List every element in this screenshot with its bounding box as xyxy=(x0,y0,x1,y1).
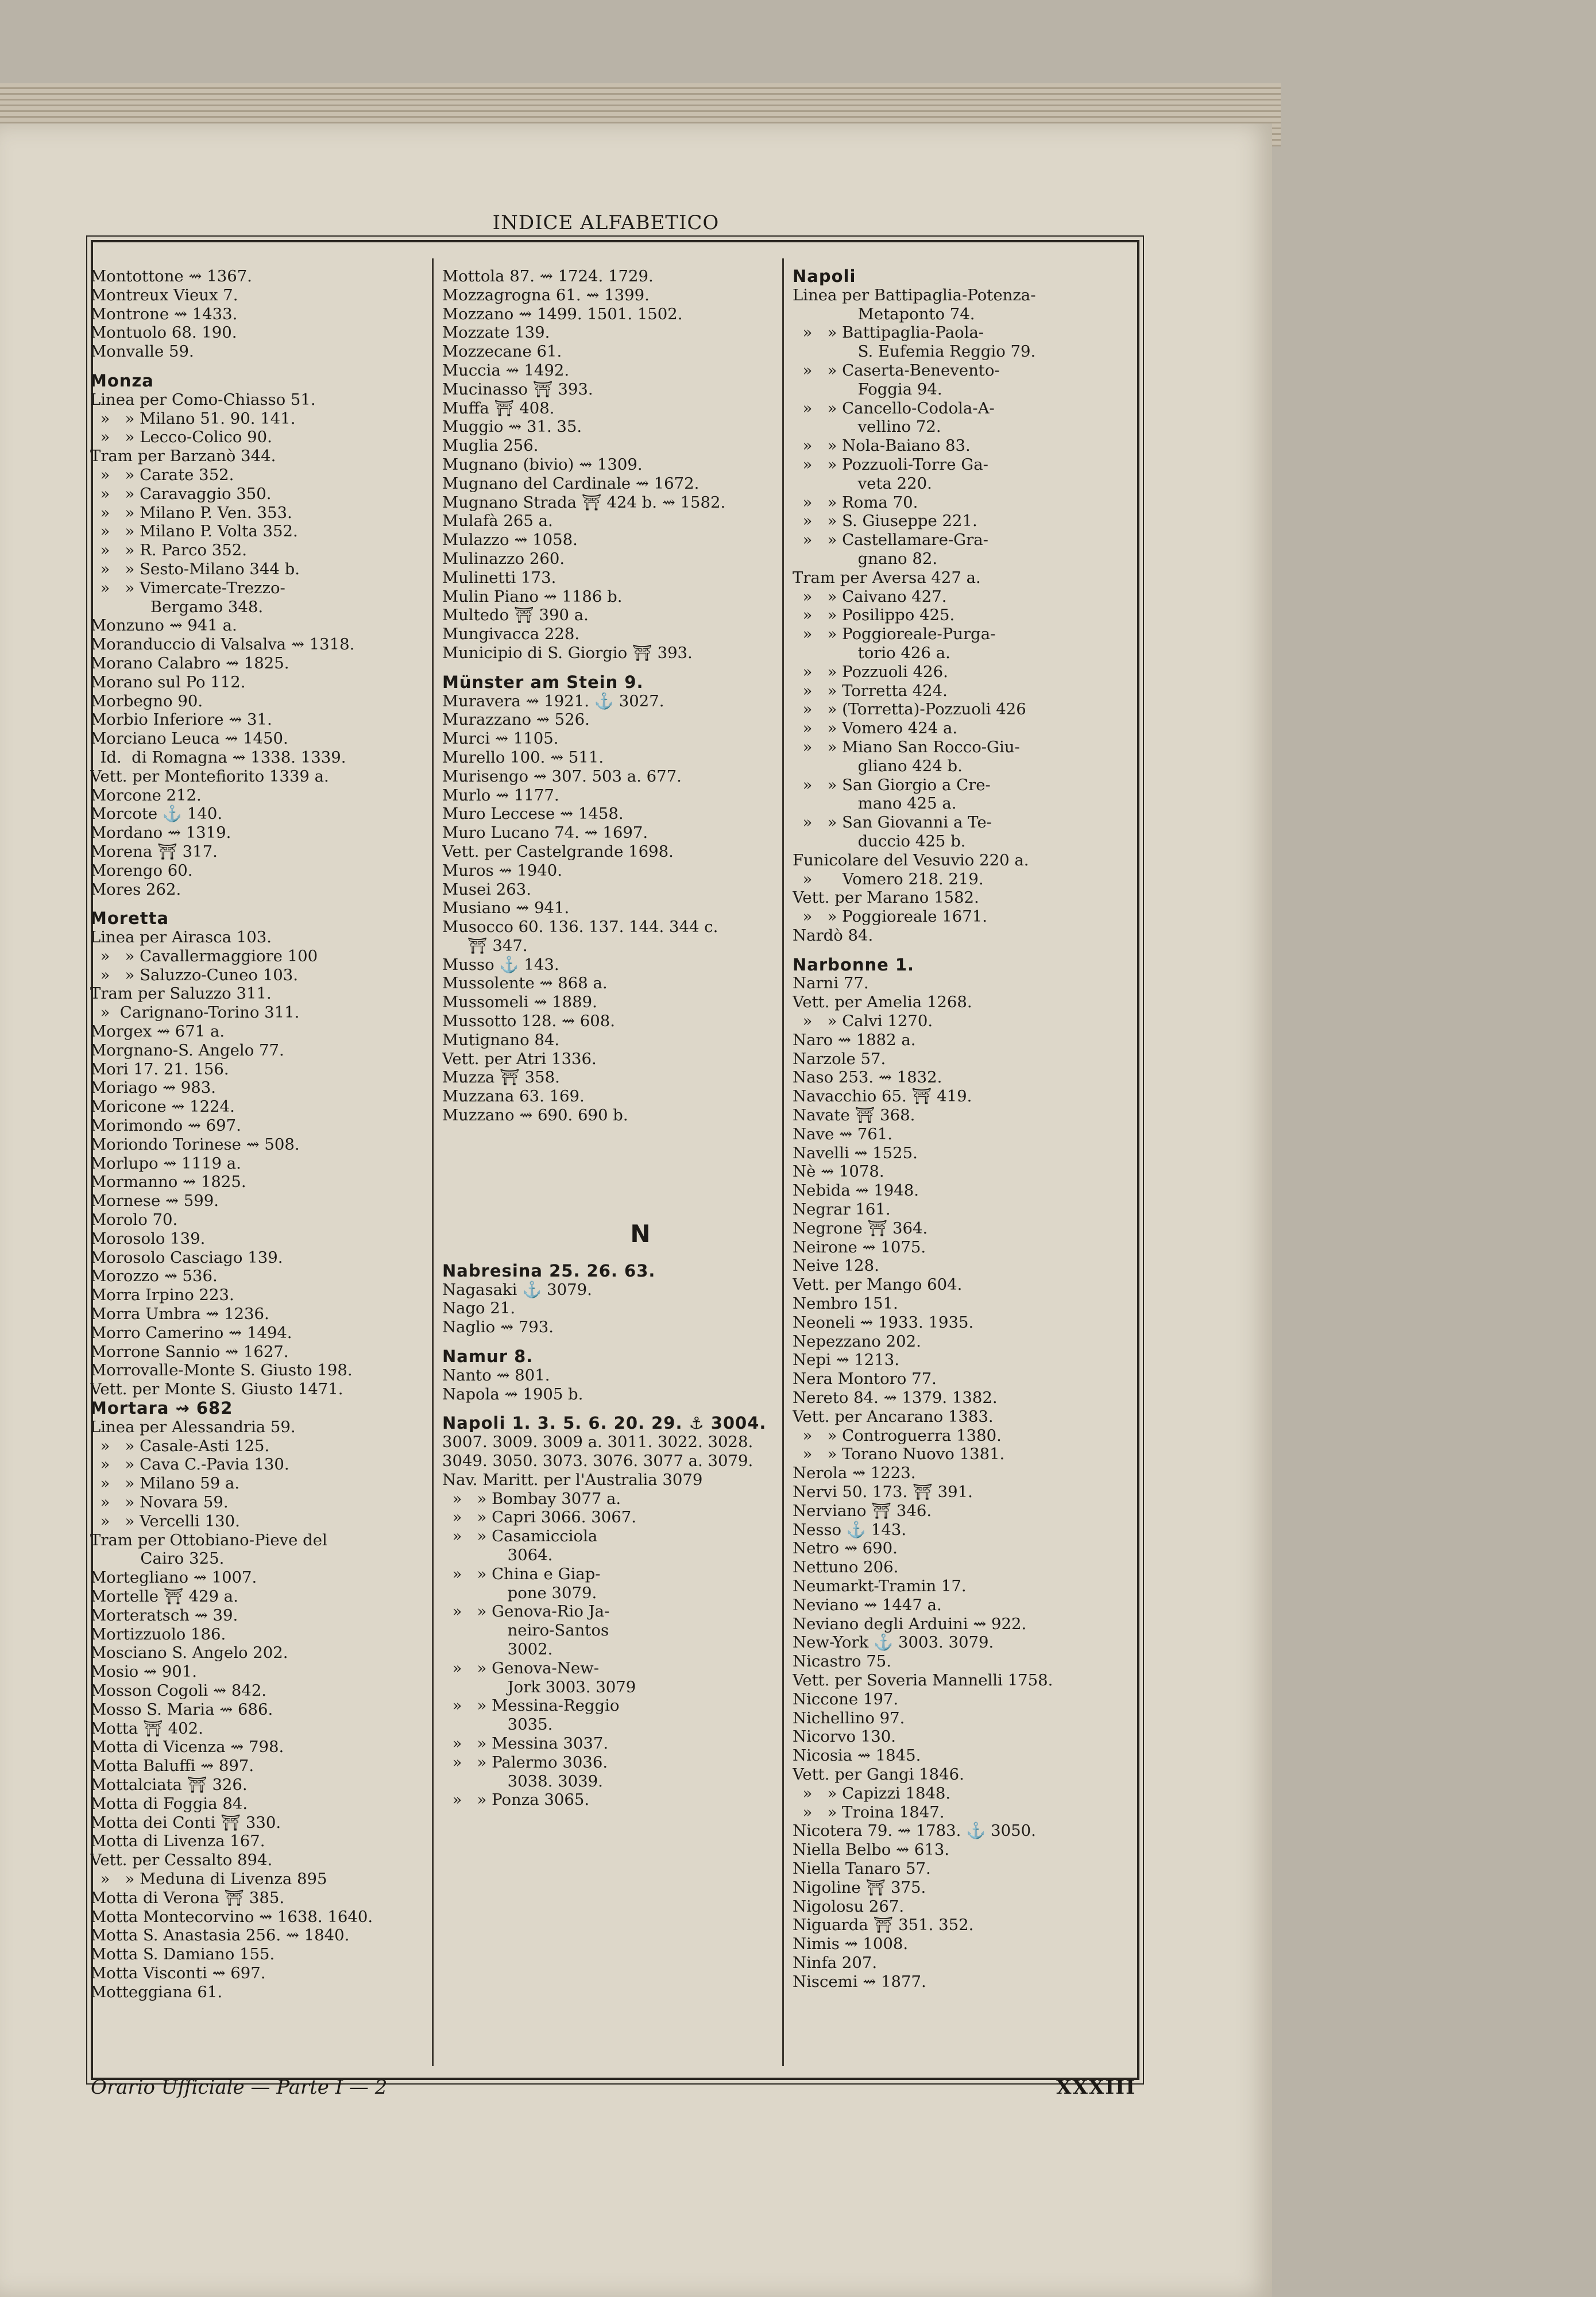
index-entry: » » (Torretta)-Pozzuoli 426 xyxy=(793,700,1026,719)
index-entry: » » Poggioreale-Purga- xyxy=(793,625,996,644)
index-entry xyxy=(442,1337,775,1347)
index-entry: Neumarkt-Tramin 17. xyxy=(793,1576,967,1595)
index-entry: Nepi ⇝ 1213. xyxy=(793,1351,899,1370)
index-entry: Muravera ⇝ 1921. ⚓ 3027. xyxy=(442,691,664,710)
index-entry: » » Caivano 427. xyxy=(793,587,947,606)
index-entry: ⛩ 347. xyxy=(442,936,528,955)
index-entry: Nigolosu 267. xyxy=(793,1897,905,1916)
index-entry: » » Milano 59 a. xyxy=(90,1474,240,1493)
index-entry: Nicosia ⇝ 1845. xyxy=(793,1746,921,1765)
index-entry xyxy=(90,899,422,909)
index-entry: Neviano ⇝ 1447 a. xyxy=(793,1595,942,1614)
index-entry: Narni 77. xyxy=(793,974,869,993)
index-entry: Motteggiana 61. xyxy=(90,1982,223,2001)
index-entry: Morcote ⚓ 140. xyxy=(90,805,223,823)
index-entry: pone 3079. xyxy=(442,1583,597,1602)
index-entry: Monzuno ⇝ 941 a. xyxy=(90,616,237,635)
index-entry: Nav. Maritt. per l'Australia 3079 xyxy=(442,1470,703,1489)
index-entry: Mori 17. 21. 156. xyxy=(90,1059,229,1078)
index-entry: Nera Montoro 77. xyxy=(793,1370,937,1389)
index-entry: Mortegliano ⇝ 1007. xyxy=(90,1568,257,1587)
index-entry: » » Genova-New- xyxy=(442,1658,599,1677)
index-entry: gnano 82. xyxy=(793,549,938,568)
index-entry: Mottola 87. ⇝ 1724. 1729. xyxy=(442,267,654,285)
index-entry: Bergamo 348. xyxy=(90,597,264,616)
index-entry: Moriondo Torinese ⇝ 508. xyxy=(90,1135,300,1154)
index-entry: Nanto ⇝ 801. xyxy=(442,1366,550,1385)
index-entry: » » Casale-Asti 125. xyxy=(90,1436,270,1455)
index-entry: Nicotera 79. ⇝ 1783. ⚓ 3050. xyxy=(793,1822,1036,1840)
index-entry: » » Roma 70. xyxy=(793,493,918,512)
index-entry: » » Vercelli 130. xyxy=(90,1511,240,1530)
index-entry: Mormanno ⇝ 1825. xyxy=(90,1173,246,1192)
index-entry: » » Milano P. Ven. 353. xyxy=(90,503,292,522)
index-entry: » Carignano-Torino 311. xyxy=(90,1003,300,1022)
index-entry: » » Bombay 3077 a. xyxy=(442,1489,621,1508)
index-entry: Murisengo ⇝ 307. 503 a. 677. xyxy=(442,767,682,786)
index-entry: » » Troina 1847. xyxy=(793,1803,945,1822)
index-entry: Monvalle 59. xyxy=(90,342,194,361)
index-entry: Mulinetti 173. xyxy=(442,568,557,587)
index-entry: » » Messina 3037. xyxy=(442,1734,609,1753)
index-entry: Mussomeli ⇝ 1889. xyxy=(442,993,597,1012)
index-entry: Municipio di S. Giorgio ⛩ 393. xyxy=(442,643,693,662)
index-entry: 3035. xyxy=(442,1715,553,1734)
index-entry: Naro ⇝ 1882 a. xyxy=(793,1030,916,1049)
index-entry: Multedo ⛩ 390 a. xyxy=(442,606,589,625)
index-entry: Mozzate 139. xyxy=(442,323,550,342)
index-entry: Nesso ⚓ 143. xyxy=(793,1520,907,1539)
index-entry: Morolo 70. xyxy=(90,1211,178,1229)
index-entry: neiro-Santos xyxy=(442,1621,609,1640)
index-entry: Nimis ⇝ 1008. xyxy=(793,1935,909,1954)
column-divider-2 xyxy=(782,258,784,2066)
index-entry: Moranduccio di Valsalva ⇝ 1318. xyxy=(90,635,355,654)
index-entry: » Vomero 218. 219. xyxy=(793,869,984,888)
index-entry: Napoli xyxy=(793,267,856,286)
index-entry: Nichellino 97. xyxy=(793,1708,905,1727)
index-entry: Musocco 60. 136. 137. 144. 344 c. xyxy=(442,918,718,937)
index-entry: Navacchio 65. ⛩ 419. xyxy=(793,1087,972,1106)
index-entry: Linea per Alessandria 59. xyxy=(90,1417,296,1436)
index-entry: Mozzecane 61. xyxy=(442,342,562,361)
index-entry: Neive 128. xyxy=(793,1256,879,1275)
index-entry: Muros ⇝ 1940. xyxy=(442,861,562,880)
index-entry: Vett. per Castelgrande 1698. xyxy=(442,842,674,861)
index-entry: Cairo 325. xyxy=(90,1549,225,1568)
index-entry: Nebida ⇝ 1948. xyxy=(793,1181,919,1200)
index-entry: Nerola ⇝ 1223. xyxy=(793,1464,916,1483)
index-entry: Motta Baluffi ⇝ 897. xyxy=(90,1757,254,1776)
index-entry: duccio 425 b. xyxy=(793,832,966,850)
index-entry: Morro Camerino ⇝ 1494. xyxy=(90,1323,292,1342)
index-entry: Mutignano 84. xyxy=(442,1030,560,1049)
index-entry: Muzzano ⇝ 690. 690 b. xyxy=(442,1106,628,1125)
index-entry: » » Poggioreale 1671. xyxy=(793,907,987,926)
index-entry: Morano Calabro ⇝ 1825. xyxy=(90,653,289,672)
index-entry: Narbonne 1. xyxy=(793,954,915,975)
index-entry: 3007. 3009. 3009 a. 3011. 3022. 3028. xyxy=(442,1433,753,1452)
index-entry: S. Eufemia Reggio 79. xyxy=(793,342,1036,361)
index-entry: Nervi 50. 173. ⛩ 391. xyxy=(793,1483,973,1501)
index-entry: Motta ⛩ 402. xyxy=(90,1719,203,1738)
index-entry: Linea per Como-Chiasso 51. xyxy=(90,390,316,409)
index-entry: » » R. Parco 352. xyxy=(90,541,248,560)
index-entry: Nè ⇝ 1078. xyxy=(793,1162,884,1181)
index-entry: Mornese ⇝ 599. xyxy=(90,1192,219,1211)
index-entry: Mores 262. xyxy=(90,880,181,899)
index-entry: Motta di Livenza 167. xyxy=(90,1832,265,1851)
index-entry: Nicastro 75. xyxy=(793,1652,891,1671)
index-entry: Mulazzo ⇝ 1058. xyxy=(442,531,578,550)
index-entry: Tram per Barzanò 344. xyxy=(90,447,276,466)
index-entry: Neirone ⇝ 1075. xyxy=(793,1238,926,1256)
index-entry: 3064. xyxy=(442,1546,553,1565)
index-column-1 xyxy=(90,267,422,2002)
index-entry: » » San Giorgio a Cre- xyxy=(793,775,991,794)
index-entry: Vett. per Gangi 1846. xyxy=(793,1765,964,1784)
index-entry: Morra Irpino 223. xyxy=(90,1286,234,1305)
index-entry: Vett. per Marano 1582. xyxy=(793,888,979,907)
index-entry: Vett. per Soveria Mannelli 1758. xyxy=(793,1670,1053,1689)
index-entry: Mussotto 128. ⇝ 608. xyxy=(442,1012,616,1031)
index-entry: Niella Tanaro 57. xyxy=(793,1859,931,1878)
index-entry: Morrone Sannio ⇝ 1627. xyxy=(90,1342,289,1361)
index-entry: » » Milano 51. 90. 141. xyxy=(90,409,296,428)
index-entry: Morgnano-S. Angelo 77. xyxy=(90,1041,284,1059)
footer-page-number: XXXIII xyxy=(1056,2076,1136,2099)
index-entry: Murello 100. ⇝ 511. xyxy=(442,748,604,767)
index-entry: » » Calvi 1270. xyxy=(793,1012,933,1031)
index-entry: » » Carate 352. xyxy=(90,465,234,484)
index-entry: Naglio ⇝ 793. xyxy=(442,1318,554,1337)
index-entry: Moretta xyxy=(90,908,169,929)
index-entry xyxy=(90,361,422,372)
index-entry: Musso ⚓ 143. xyxy=(442,955,559,974)
index-entry: » » Caserta-Benevento- xyxy=(793,361,1000,380)
index-entry: Motta di Vicenza ⇝ 798. xyxy=(90,1738,284,1757)
index-entry: Metaponto 74. xyxy=(793,304,975,323)
index-entry: Morgex ⇝ 671 a. xyxy=(90,1022,225,1041)
index-entry: Morrovalle-Monte S. Giusto 198. xyxy=(90,1361,353,1380)
index-entry: Namur 8. xyxy=(442,1347,534,1367)
index-entry xyxy=(793,945,1131,956)
index-entry: Muro Lucano 74. ⇝ 1697. xyxy=(442,823,648,842)
index-entry: 3049. 3050. 3073. 3076. 3077 a. 3079. xyxy=(442,1452,753,1471)
index-entry: Motta S. Damiano 155. xyxy=(90,1945,275,1964)
index-entry: Muccia ⇝ 1492. xyxy=(442,361,570,380)
index-entry: Morbegno 90. xyxy=(90,691,203,710)
index-entry: New-York ⚓ 3003. 3079. xyxy=(793,1633,994,1652)
index-entry: Mugnano Strada ⛩ 424 b. ⇝ 1582. xyxy=(442,493,726,512)
index-entry: Muggio ⇝ 31. 35. xyxy=(442,417,582,436)
index-entry: » » Messina-Reggio xyxy=(442,1696,620,1715)
index-entry: » » Capizzi 1848. xyxy=(793,1784,951,1803)
index-entry: Mulinazzo 260. xyxy=(442,549,565,568)
index-entry: » » S. Giuseppe 221. xyxy=(793,512,977,531)
index-entry: Morteratsch ⇝ 39. xyxy=(90,1606,238,1625)
index-entry: » » Milano P. Volta 352. xyxy=(90,522,298,541)
index-column-3 xyxy=(793,267,1131,1991)
index-entry: Motta di Verona ⛩ 385. xyxy=(90,1888,285,1907)
index-entry: » » Castellamare-Gra- xyxy=(793,531,988,550)
index-entry: Morcone 212. xyxy=(90,786,202,805)
index-entry: Neviano degli Arduini ⇝ 922. xyxy=(793,1614,1027,1633)
index-entry: Negrar 161. xyxy=(793,1200,891,1219)
index-entry: Vett. per Monte S. Giusto 1471. xyxy=(90,1380,343,1399)
index-entry: » » Caravaggio 350. xyxy=(90,484,272,503)
index-entry: Mungivacca 228. xyxy=(442,625,580,644)
index-entry: Nepezzano 202. xyxy=(793,1332,921,1351)
index-entry: Mucinasso ⛩ 393. xyxy=(442,380,593,399)
index-entry: Montottone ⇝ 1367. xyxy=(90,267,252,285)
index-entry: Mozzagrogna 61. ⇝ 1399. xyxy=(442,285,650,304)
index-entry: » » Cava C.-Pavia 130. xyxy=(90,1455,289,1474)
index-entry: Mortizzuolo 186. xyxy=(90,1625,226,1644)
index-entry: vellino 72. xyxy=(793,417,941,436)
index-entry: » » Pozzuoli-Torre Ga- xyxy=(793,455,988,474)
index-entry: Ninfa 207. xyxy=(793,1953,878,1972)
index-entry: » » Miano San Rocco-Giu- xyxy=(793,737,1020,756)
index-entry: Morra Umbra ⇝ 1236. xyxy=(90,1305,269,1324)
index-entry: Niguarda ⛩ 351. 352. xyxy=(793,1916,974,1935)
index-entry: Morbio Inferiore ⇝ 31. xyxy=(90,710,272,729)
index-entry: » » San Giovanni a Te- xyxy=(793,813,992,832)
index-entry: Morlupo ⇝ 1119 a. xyxy=(90,1154,241,1173)
index-entry: Nave ⇝ 761. xyxy=(793,1124,893,1143)
index-entry: » » Cavallermaggiore 100 xyxy=(90,946,318,965)
index-entry: Morozzo ⇝ 536. xyxy=(90,1267,218,1286)
index-entry: Mussolente ⇝ 868 a. xyxy=(442,974,608,993)
index-entry: Napoli 1. 3. 5. 6. 20. 29. ⚓ 3004. xyxy=(442,1413,767,1433)
index-entry: gliano 424 b. xyxy=(793,756,963,775)
index-entry: Mugnano (bivio) ⇝ 1309. xyxy=(442,455,643,474)
index-entry: Vett. per Ancarano 1383. xyxy=(793,1407,994,1426)
index-entry: Mosio ⇝ 901. xyxy=(90,1662,197,1681)
index-entry: Mulin Piano ⇝ 1186 b. xyxy=(442,587,623,606)
index-entry: Monza xyxy=(90,370,154,390)
index-entry: » » Ponza 3065. xyxy=(442,1791,590,1809)
index-entry: 3038. 3039. xyxy=(442,1772,603,1791)
index-entry: torio 426 a. xyxy=(793,643,950,662)
index-entry: Niella Belbo ⇝ 613. xyxy=(793,1840,950,1859)
index-entry: Nembro 151. xyxy=(793,1294,898,1313)
index-entry: Nigoline ⛩ 375. xyxy=(793,1878,926,1897)
column-divider-1 xyxy=(432,258,434,2066)
index-entry: Moricone ⇝ 1224. xyxy=(90,1097,235,1116)
index-entry: » » Nola-Baiano 83. xyxy=(793,436,971,455)
index-entry: » » Vomero 424 a. xyxy=(793,719,958,738)
index-entry: 3002. xyxy=(442,1640,553,1658)
index-entry: Morimondo ⇝ 697. xyxy=(90,1116,241,1135)
index-entry: Muzza ⛩ 358. xyxy=(442,1068,560,1087)
index-entry: Murazzano ⇝ 526. xyxy=(442,710,590,729)
index-entry: Motta di Foggia 84. xyxy=(90,1794,248,1813)
index-entry: Foggia 94. xyxy=(793,380,942,399)
index-entry: Niccone 197. xyxy=(793,1689,899,1708)
index-entry: Montreux Vieux 7. xyxy=(90,285,238,304)
index-entry: Narzole 57. xyxy=(793,1049,886,1068)
index-entry: Funicolare del Vesuvio 220 a. xyxy=(793,850,1029,869)
index-entry: Jork 3003. 3079 xyxy=(442,1677,636,1696)
index-entry: » » Genova-Rio Ja- xyxy=(442,1602,610,1621)
index-entry: » » Meduna di Livenza 895 xyxy=(90,1869,327,1888)
index-entry: Naso 253. ⇝ 1832. xyxy=(793,1068,942,1087)
index-entry: Münster am Stein 9. xyxy=(442,672,644,692)
index-entry: Neoneli ⇝ 1933. 1935. xyxy=(793,1313,974,1332)
page-header: INDICE ALFABETICO xyxy=(492,211,720,234)
index-entry: Morciano Leuca ⇝ 1450. xyxy=(90,729,288,748)
index-entry: Mosson Cogoli ⇝ 842. xyxy=(90,1681,267,1700)
index-column-2 xyxy=(442,267,775,1809)
index-entry xyxy=(442,663,775,673)
index-entry: Murci ⇝ 1105. xyxy=(442,729,559,748)
index-entry: Mortelle ⛩ 429 a. xyxy=(90,1587,238,1606)
index-entry: » » Torano Nuovo 1381. xyxy=(793,1445,1005,1464)
index-entry: Morano sul Po 112. xyxy=(90,672,246,691)
index-entry: Tram per Saluzzo 311. xyxy=(90,984,272,1003)
index-entry: » » Saluzzo-Cuneo 103. xyxy=(90,965,298,984)
index-entry: Muglia 256. xyxy=(442,436,539,455)
index-entry: Linea per Airasca 103. xyxy=(90,928,272,947)
index-entry: » » Novara 59. xyxy=(90,1493,229,1511)
index-entry: Morengo 60. xyxy=(90,861,193,880)
index-entry: Nereto 84. ⇝ 1379. 1382. xyxy=(793,1389,998,1407)
index-entry: Motta Montecorvino ⇝ 1638. 1640. xyxy=(90,1907,373,1926)
index-entry: Tram per Ottobiano-Pieve del xyxy=(90,1530,327,1549)
index-entry: » » Battipaglia-Paola- xyxy=(793,323,984,342)
index-entry: Nardò 84. xyxy=(793,926,874,945)
index-entry: Navate ⛩ 368. xyxy=(793,1106,915,1125)
index-entry: Montrone ⇝ 1433. xyxy=(90,304,238,323)
index-entry: Mortara ⇝ 682 xyxy=(90,1398,233,1418)
index-entry: Montuolo 68. 190. xyxy=(90,323,237,342)
index-entry: Vett. per Cessalto 894. xyxy=(90,1851,273,1870)
index-entry: Murlo ⇝ 1177. xyxy=(442,786,559,805)
index-entry: » » Vimercate-Trezzo- xyxy=(90,578,285,597)
index-entry: » » Controguerra 1380. xyxy=(793,1426,1002,1445)
index-entry: mano 425 a. xyxy=(793,794,957,813)
index-entry: Nettuno 206. xyxy=(793,1558,899,1577)
index-entry: » » Sesto-Milano 344 b. xyxy=(90,559,300,578)
index-entry: » » Casamicciola xyxy=(442,1527,598,1546)
index-entry xyxy=(442,1403,775,1414)
index-entry: Mordano ⇝ 1319. xyxy=(90,823,231,842)
index-entry: » » Posilippo 425. xyxy=(793,606,955,625)
index-entry: Muzzana 63. 169. xyxy=(442,1087,585,1106)
index-entry: Vett. per Amelia 1268. xyxy=(793,993,972,1012)
index-entry: Motta dei Conti ⛩ 330. xyxy=(90,1813,281,1832)
index-entry: Nerviano ⛩ 346. xyxy=(793,1501,932,1520)
index-entry: Morosolo 139. xyxy=(90,1229,206,1248)
index-entry: Muro Leccese ⇝ 1458. xyxy=(442,805,624,823)
index-entry: Mozzano ⇝ 1499. 1501. 1502. xyxy=(442,304,683,323)
index-entry: Nagasaki ⚓ 3079. xyxy=(442,1280,592,1299)
index-entry: Mosso S. Maria ⇝ 686. xyxy=(90,1700,273,1719)
index-entry: » » Lecco-Colico 90. xyxy=(90,428,272,447)
footer-publication: Orario Ufficiale — Parte I — 2 xyxy=(91,2076,388,2099)
index-entry xyxy=(442,1125,775,1217)
index-entry: veta 220. xyxy=(793,474,932,493)
index-entry: Motta Visconti ⇝ 697. xyxy=(90,1963,266,1982)
index-entry: Tram per Aversa 427 a. xyxy=(793,568,981,587)
index-entry: Linea per Battipaglia-Potenza- xyxy=(793,285,1036,304)
index-entry: Mottalciata ⛩ 326. xyxy=(90,1775,248,1794)
index-entry: » » Cancello-Codola-A- xyxy=(793,399,995,417)
index-entry: Moriago ⇝ 983. xyxy=(90,1078,216,1097)
index-entry: Negrone ⛩ 364. xyxy=(793,1219,928,1238)
index-entry: Vett. per Atri 1336. xyxy=(442,1049,597,1068)
index-entry: Id. di Romagna ⇝ 1338. 1339. xyxy=(90,748,346,767)
index-entry: Muffa ⛩ 408. xyxy=(442,399,555,417)
index-entry: Nago 21. xyxy=(442,1299,516,1318)
index-entry: Mosciano S. Angelo 202. xyxy=(90,1644,288,1662)
index-entry: Musiano ⇝ 941. xyxy=(442,899,570,918)
index-entry: Vett. per Montefiorito 1339 a. xyxy=(90,767,329,786)
index-entry: » » China e Giap- xyxy=(442,1564,601,1583)
index-entry: Morena ⛩ 317. xyxy=(90,842,218,861)
index-entry: » » Torretta 424. xyxy=(793,681,948,700)
index-entry: Nicorvo 130. xyxy=(793,1727,896,1746)
index-entry: Nabresina 25. 26. 63. xyxy=(442,1260,656,1281)
index-entry: » » Pozzuoli 426. xyxy=(793,662,948,681)
index-entry: Musei 263. xyxy=(442,880,532,899)
index-entry: Navelli ⇝ 1525. xyxy=(793,1143,918,1162)
index-entry: » » Palermo 3036. xyxy=(442,1753,608,1772)
index-entry: » » Capri 3066. 3067. xyxy=(442,1508,637,1527)
index-entry: Vett. per Mango 604. xyxy=(793,1275,963,1294)
index-entry: N xyxy=(630,1219,651,1248)
index-entry: Mulafà 265 a. xyxy=(442,512,553,531)
index-entry: Netro ⇝ 690. xyxy=(793,1539,898,1558)
index-entry xyxy=(442,1251,775,1262)
index-entry: Napola ⇝ 1905 b. xyxy=(442,1385,583,1403)
index-entry: Niscemi ⇝ 1877. xyxy=(793,1972,926,1991)
index-entry: Mugnano del Cardinale ⇝ 1672. xyxy=(442,474,700,493)
index-entry: Motta S. Anastasia 256. ⇝ 1840. xyxy=(90,1926,350,1945)
index-entry: Morosolo Casciago 139. xyxy=(90,1248,283,1267)
